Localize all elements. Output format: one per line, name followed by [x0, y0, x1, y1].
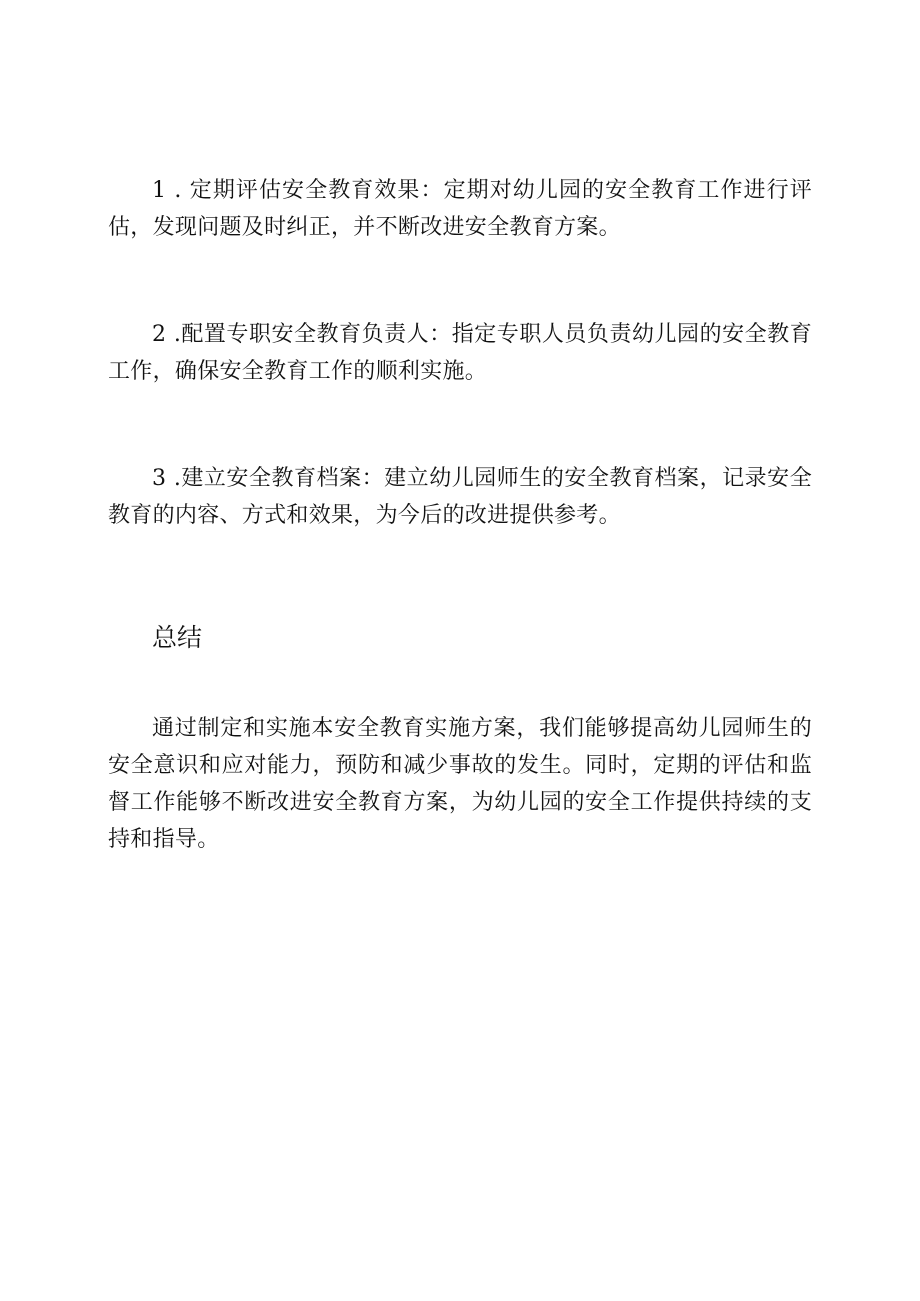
summary-paragraph: 通过制定和实施本安全教育实施方案，我们能够提高幼儿园师生的安全意识和应对能力，预防和减少事故的发生。同时，定期的评估和监督工作能够不断改进安全教育方案，为幼儿园的安全工作提供持续的支持和指导。 [108, 716, 812, 852]
list-item-2-text: .配置专职安全教育负责人：指定专职人员负责幼儿园的安全教育工作，确保安全教育工作的顺利实施。 [108, 322, 812, 384]
list-item-1-text: . 定期评估安全教育效果：定期对幼儿园的安全教育工作进行评估，发现问题及时纠正，并不断改进安全教育方案。 [108, 178, 812, 240]
list-item-3-text: .建立安全教育档案：建立幼儿园师生的安全教育档案，记录安全教育的内容、方式和效果，为今后的改进提供参考。 [108, 466, 812, 528]
list-item-3 [108, 460, 812, 534]
list-item-1-number: 1 [152, 178, 167, 203]
list-item-2-number: 2 [152, 322, 167, 347]
list-item-1 [108, 172, 812, 246]
list-item-2 [108, 316, 812, 390]
list-item-3-number: 3 [152, 466, 167, 491]
summary-heading: 总结 [152, 623, 203, 652]
